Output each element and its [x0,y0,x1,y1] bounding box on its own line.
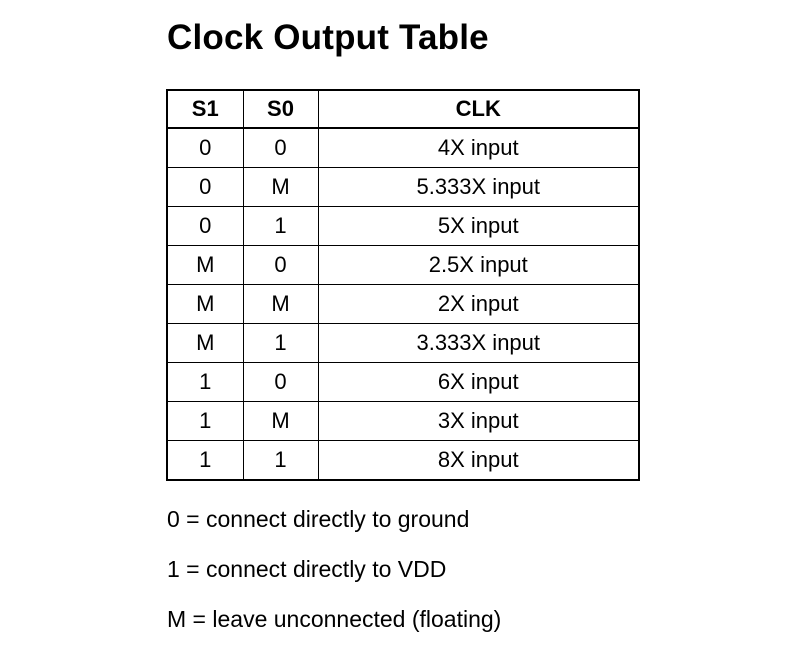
cell-s0: 0 [243,246,318,285]
cell-clk: 2X input [318,285,639,324]
cell-s1: 0 [167,168,243,207]
cell-s1: 1 [167,441,243,481]
table-row [167,246,639,285]
legend-item-ground: 0 = connect directly to ground [167,506,470,532]
cell-clk: 8X input [318,441,639,481]
table-row [167,128,639,168]
cell-s0: M [243,168,318,207]
cell-clk: 5X input [318,207,639,246]
table-row [167,168,639,207]
cell-s0: M [243,402,318,441]
cell-clk: 6X input [318,363,639,402]
cell-s1: 0 [167,207,243,246]
page-title: Clock Output Table [167,18,489,57]
table-row [167,402,639,441]
cell-clk: 5.333X input [318,168,639,207]
cell-s1: 1 [167,363,243,402]
legend-item-vdd: 1 = connect directly to VDD [167,556,447,582]
legend-item-floating: M = leave unconnected (floating) [167,606,502,632]
cell-clk: 4X input [318,128,639,168]
table-row [167,285,639,324]
header-clk: CLK [318,90,639,128]
cell-s0: 1 [243,324,318,363]
table-row [167,363,639,402]
table-header-row [167,90,639,128]
legend-list [167,504,501,654]
cell-s0: 1 [243,441,318,481]
cell-s1: 0 [167,128,243,168]
cell-s0: 1 [243,207,318,246]
table-row [167,324,639,363]
header-s1: S1 [167,90,243,128]
table-row [167,207,639,246]
header-s0: S0 [243,90,318,128]
cell-s0: 0 [243,363,318,402]
cell-s1: M [167,285,243,324]
cell-s1: M [167,246,243,285]
clock-output-table [166,89,640,481]
table-row [167,441,639,481]
cell-s1: M [167,324,243,363]
cell-s0: 0 [243,128,318,168]
cell-s1: 1 [167,402,243,441]
cell-clk: 3.333X input [318,324,639,363]
cell-s0: M [243,285,318,324]
cell-clk: 3X input [318,402,639,441]
cell-clk: 2.5X input [318,246,639,285]
